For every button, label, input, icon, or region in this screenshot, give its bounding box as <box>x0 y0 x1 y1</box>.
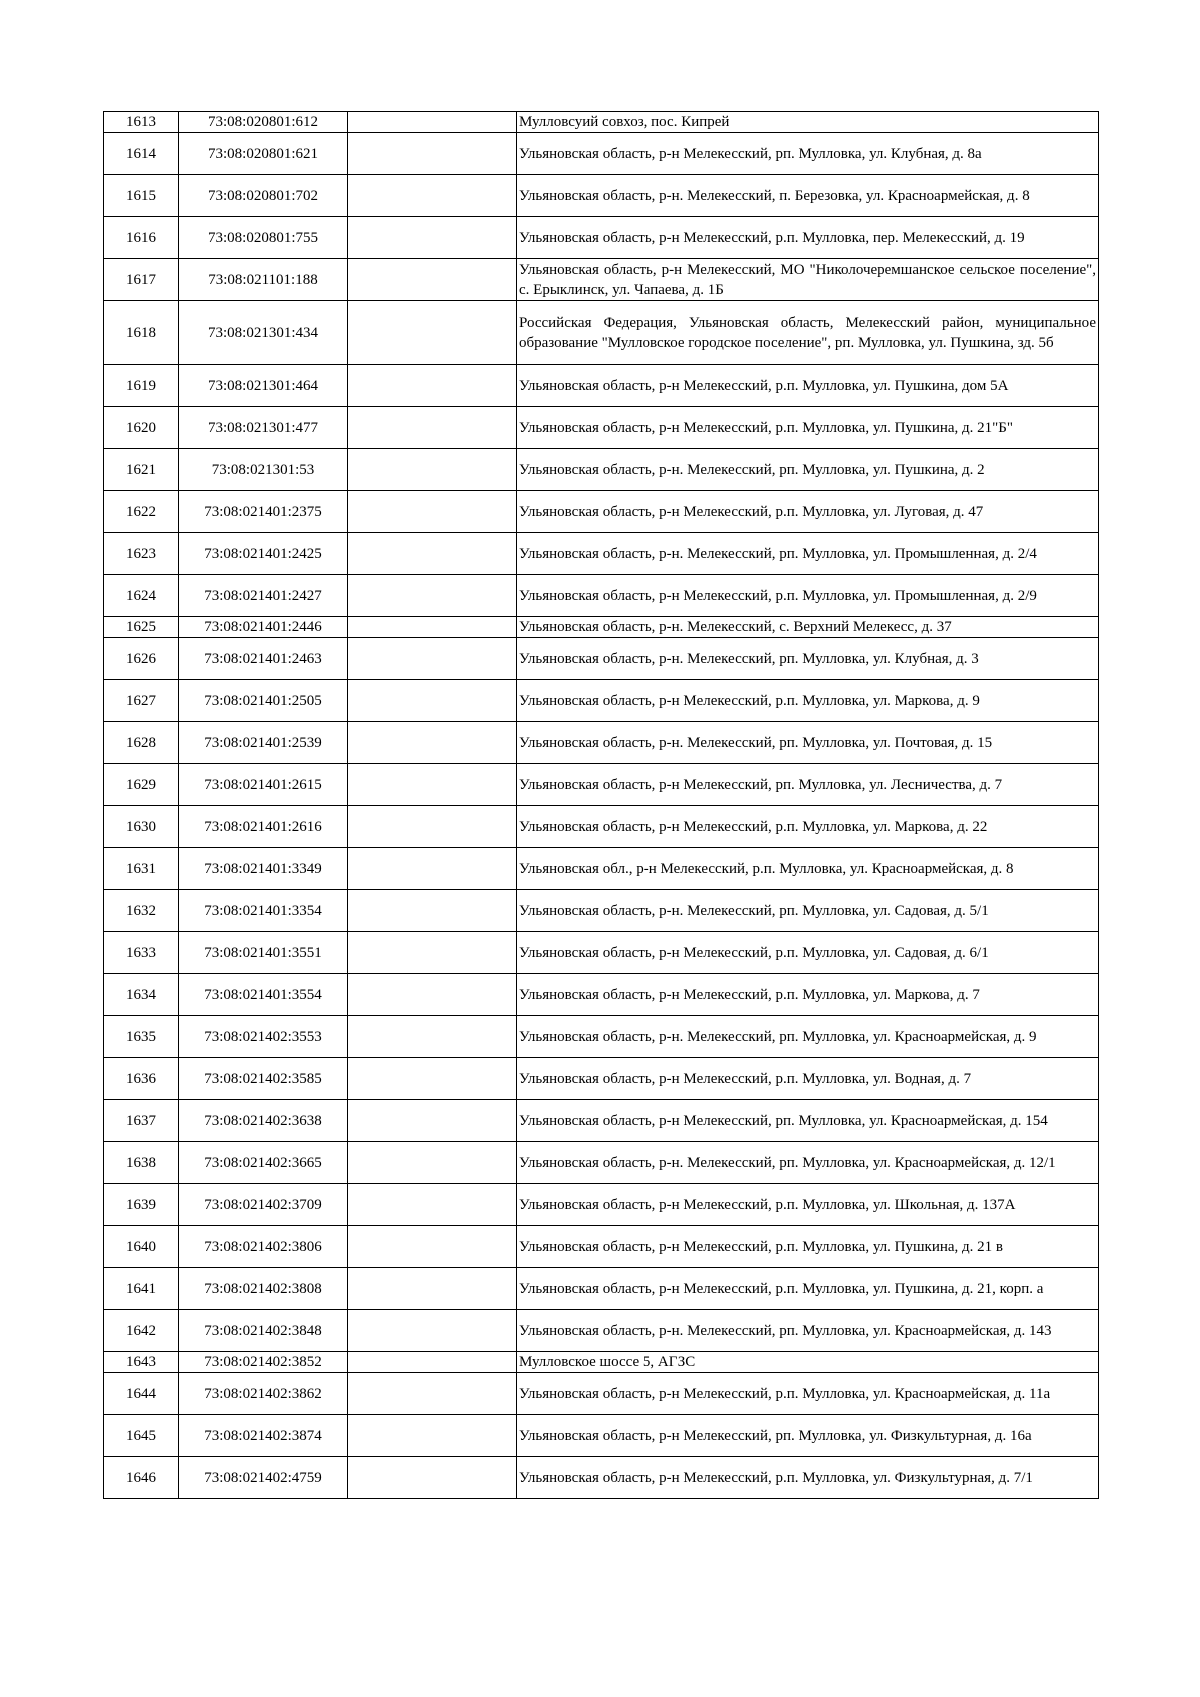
row-number-cell: 1613 <box>104 112 179 133</box>
empty-cell <box>348 259 517 301</box>
empty-cell <box>348 848 517 890</box>
row-number-cell: 1617 <box>104 259 179 301</box>
address-cell: Ульяновская область, р-н Мелекесский, р.п. Мулловка, ул. Луговая, д. 47 <box>517 491 1099 533</box>
empty-cell <box>348 1310 517 1352</box>
address-cell: Ульяновская область, р-н Мелекесский, рп. Мулловка, ул. Лесничества, д. 7 <box>517 764 1099 806</box>
table-row <box>104 638 1099 680</box>
cadastral-number-cell: 73:08:021402:3553 <box>179 1016 348 1058</box>
table-row <box>104 1058 1099 1100</box>
empty-cell <box>348 764 517 806</box>
row-number-cell: 1637 <box>104 1100 179 1142</box>
cadastral-number-cell: 73:08:021301:464 <box>179 365 348 407</box>
address-cell: Ульяновская область, р-н Мелекесский, р.п. Мулловка, ул. Пушкина, д. 21"Б" <box>517 407 1099 449</box>
row-number-cell: 1614 <box>104 133 179 175</box>
address-cell: Ульяновская область, р-н Мелекесский, р.п. Мулловка, ул. Маркова, д. 9 <box>517 680 1099 722</box>
cadastral-number-cell: 73:08:021401:3554 <box>179 974 348 1016</box>
table-row <box>104 932 1099 974</box>
address-cell: Ульяновская область, р-н Мелекесский, р.п. Мулловка, ул. Пушкина, д. 21, корп. а <box>517 1268 1099 1310</box>
address-cell: Ульяновская область, р-н. Мелекесский, п. Березовка, ул. Красноармейская, д. 8 <box>517 175 1099 217</box>
row-number-cell: 1642 <box>104 1310 179 1352</box>
address-cell: Ульяновская область, р-н Мелекесский, рп. Мулловка, ул. Физкультурная, д. 16а <box>517 1415 1099 1457</box>
address-cell: Мулловское шоссе 5, АГЗС <box>517 1352 1099 1373</box>
table-row <box>104 365 1099 407</box>
row-number-cell: 1644 <box>104 1373 179 1415</box>
table-row <box>104 1100 1099 1142</box>
row-number-cell: 1627 <box>104 680 179 722</box>
address-cell: Ульяновская область, р-н. Мелекесский, рп. Мулловка, ул. Клубная, д. 3 <box>517 638 1099 680</box>
address-cell: Ульяновская область, р-н Мелекесский, МО "Николочеремшанское сельское поселение", с. Ерыклинск, ул. Чапаева, д. 1Б <box>517 259 1099 301</box>
empty-cell <box>348 1373 517 1415</box>
table-row <box>104 890 1099 932</box>
address-cell: Ульяновская область, р-н. Мелекесский, рп. Мулловка, ул. Промышленная, д. 2/4 <box>517 533 1099 575</box>
table-row <box>104 301 1099 365</box>
row-number-cell: 1634 <box>104 974 179 1016</box>
cadastral-number-cell: 73:08:021402:3874 <box>179 1415 348 1457</box>
empty-cell <box>348 301 517 365</box>
table-row <box>104 1226 1099 1268</box>
empty-cell <box>348 1142 517 1184</box>
address-cell: Ульяновская область, р-н. Мелекесский, рп. Мулловка, ул. Красноармейская, д. 9 <box>517 1016 1099 1058</box>
cadastral-number-cell: 73:08:021402:4759 <box>179 1457 348 1499</box>
empty-cell <box>348 575 517 617</box>
empty-cell <box>348 806 517 848</box>
cadastral-registry-table <box>103 111 1099 1499</box>
cadastral-number-cell: 73:08:021402:3848 <box>179 1310 348 1352</box>
address-cell: Ульяновская область, р-н Мелекесский, р.п. Мулловка, ул. Школьная, д. 137А <box>517 1184 1099 1226</box>
table-row <box>104 1310 1099 1352</box>
cadastral-number-cell: 73:08:021301:477 <box>179 407 348 449</box>
row-number-cell: 1633 <box>104 932 179 974</box>
address-cell: Ульяновская область, р-н. Мелекесский, рп. Мулловка, ул. Почтовая, д. 15 <box>517 722 1099 764</box>
address-cell: Ульяновская область, р-н Мелекесский, р.п. Мулловка, ул. Пушкина, дом 5А <box>517 365 1099 407</box>
row-number-cell: 1632 <box>104 890 179 932</box>
table-row <box>104 1415 1099 1457</box>
row-number-cell: 1620 <box>104 407 179 449</box>
table-row <box>104 617 1099 638</box>
empty-cell <box>348 1226 517 1268</box>
row-number-cell: 1619 <box>104 365 179 407</box>
address-cell: Ульяновская область, р-н Мелекесский, р.п. Мулловка, пер. Мелекесский, д. 19 <box>517 217 1099 259</box>
address-cell: Ульяновская область, р-н. Мелекесский, рп. Мулловка, ул. Красноармейская, д. 143 <box>517 1310 1099 1352</box>
cadastral-number-cell: 73:08:021401:2505 <box>179 680 348 722</box>
address-cell: Российская Федерация, Ульяновская область, Мелекесский район, муниципальное образование "Мулловское городское поселение", рп. Мулловка, ул. Пушкина, зд. 5б <box>517 301 1099 365</box>
empty-cell <box>348 217 517 259</box>
cadastral-number-cell: 73:08:021402:3638 <box>179 1100 348 1142</box>
table-row <box>104 848 1099 890</box>
table-row <box>104 491 1099 533</box>
address-cell: Ульяновская область, р-н Мелекесский, р.п. Мулловка, ул. Красноармейская, д. 11а <box>517 1373 1099 1415</box>
empty-cell <box>348 680 517 722</box>
table-row <box>104 1142 1099 1184</box>
row-number-cell: 1645 <box>104 1415 179 1457</box>
cadastral-number-cell: 73:08:021401:3551 <box>179 932 348 974</box>
empty-cell <box>348 533 517 575</box>
table-row <box>104 112 1099 133</box>
empty-cell <box>348 638 517 680</box>
address-cell: Ульяновская область, р-н Мелекесский, р.п. Мулловка, ул. Пушкина, д. 21 в <box>517 1226 1099 1268</box>
empty-cell <box>348 1016 517 1058</box>
cadastral-number-cell: 73:08:021402:3852 <box>179 1352 348 1373</box>
address-cell: Ульяновская область, р-н Мелекесский, р.п. Мулловка, ул. Водная, д. 7 <box>517 1058 1099 1100</box>
address-cell: Ульяновская область, р-н Мелекесский, р.п. Мулловка, ул. Промышленная, д. 2/9 <box>517 575 1099 617</box>
cadastral-number-cell: 73:08:021401:2425 <box>179 533 348 575</box>
empty-cell <box>348 1268 517 1310</box>
cadastral-number-cell: 73:08:021101:188 <box>179 259 348 301</box>
cadastral-number-cell: 73:08:020801:612 <box>179 112 348 133</box>
cadastral-number-cell: 73:08:021402:3665 <box>179 1142 348 1184</box>
table-row <box>104 764 1099 806</box>
row-number-cell: 1621 <box>104 449 179 491</box>
empty-cell <box>348 449 517 491</box>
cadastral-number-cell: 73:08:021401:2463 <box>179 638 348 680</box>
table-row <box>104 1016 1099 1058</box>
table-row <box>104 1352 1099 1373</box>
row-number-cell: 1646 <box>104 1457 179 1499</box>
table-row <box>104 217 1099 259</box>
row-number-cell: 1643 <box>104 1352 179 1373</box>
empty-cell <box>348 175 517 217</box>
row-number-cell: 1640 <box>104 1226 179 1268</box>
cadastral-number-cell: 73:08:021402:3806 <box>179 1226 348 1268</box>
cadastral-number-cell: 73:08:021401:2375 <box>179 491 348 533</box>
empty-cell <box>348 890 517 932</box>
cadastral-number-cell: 73:08:021402:3709 <box>179 1184 348 1226</box>
empty-cell <box>348 1457 517 1499</box>
empty-cell <box>348 133 517 175</box>
empty-cell <box>348 1352 517 1373</box>
cadastral-number-cell: 73:08:021402:3585 <box>179 1058 348 1100</box>
cadastral-number-cell: 73:08:020801:621 <box>179 133 348 175</box>
cadastral-number-cell: 73:08:021401:2615 <box>179 764 348 806</box>
cadastral-number-cell: 73:08:020801:702 <box>179 175 348 217</box>
cadastral-number-cell: 73:08:021401:3354 <box>179 890 348 932</box>
row-number-cell: 1631 <box>104 848 179 890</box>
table-row <box>104 575 1099 617</box>
row-number-cell: 1630 <box>104 806 179 848</box>
address-cell: Ульяновская область, р-н Мелекесский, р.п. Мулловка, ул. Маркова, д. 7 <box>517 974 1099 1016</box>
row-number-cell: 1623 <box>104 533 179 575</box>
table-row <box>104 806 1099 848</box>
row-number-cell: 1616 <box>104 217 179 259</box>
cadastral-number-cell: 73:08:020801:755 <box>179 217 348 259</box>
address-cell: Ульяновская область, р-н Мелекесский, р.п. Мулловка, ул. Физкультурная, д. 7/1 <box>517 1457 1099 1499</box>
table-row <box>104 407 1099 449</box>
empty-cell <box>348 974 517 1016</box>
cadastral-number-cell: 73:08:021401:3349 <box>179 848 348 890</box>
empty-cell <box>348 1415 517 1457</box>
table-row <box>104 974 1099 1016</box>
empty-cell <box>348 617 517 638</box>
empty-cell <box>348 1100 517 1142</box>
address-cell: Ульяновская обл., р-н Мелекесский, р.п. Мулловка, ул. Красноармейская, д. 8 <box>517 848 1099 890</box>
row-number-cell: 1641 <box>104 1268 179 1310</box>
cadastral-number-cell: 73:08:021301:53 <box>179 449 348 491</box>
cadastral-number-cell: 73:08:021402:3808 <box>179 1268 348 1310</box>
row-number-cell: 1618 <box>104 301 179 365</box>
row-number-cell: 1638 <box>104 1142 179 1184</box>
empty-cell <box>348 407 517 449</box>
row-number-cell: 1626 <box>104 638 179 680</box>
address-cell: Ульяновская область, р-н Мелекесский, рп. Мулловка, ул. Красноармейская, д. 154 <box>517 1100 1099 1142</box>
empty-cell <box>348 1184 517 1226</box>
cadastral-number-cell: 73:08:021401:2427 <box>179 575 348 617</box>
address-cell: Ульяновская область, р-н Мелекесский, р.п. Мулловка, ул. Садовая, д. 6/1 <box>517 932 1099 974</box>
row-number-cell: 1639 <box>104 1184 179 1226</box>
address-cell: Ульяновская область, р-н. Мелекесский, с. Верхний Мелекесс, д. 37 <box>517 617 1099 638</box>
address-cell: Ульяновская область, р-н Мелекесский, р.п. Мулловка, ул. Маркова, д. 22 <box>517 806 1099 848</box>
row-number-cell: 1629 <box>104 764 179 806</box>
row-number-cell: 1624 <box>104 575 179 617</box>
registry-table-body <box>104 112 1099 1499</box>
empty-cell <box>348 365 517 407</box>
row-number-cell: 1636 <box>104 1058 179 1100</box>
row-number-cell: 1635 <box>104 1016 179 1058</box>
cadastral-number-cell: 73:08:021301:434 <box>179 301 348 365</box>
table-row <box>104 1184 1099 1226</box>
table-row <box>104 533 1099 575</box>
table-row <box>104 1268 1099 1310</box>
cadastral-number-cell: 73:08:021401:2539 <box>179 722 348 764</box>
cadastral-number-cell: 73:08:021401:2616 <box>179 806 348 848</box>
row-number-cell: 1625 <box>104 617 179 638</box>
empty-cell <box>348 112 517 133</box>
row-number-cell: 1615 <box>104 175 179 217</box>
table-row <box>104 1373 1099 1415</box>
table-row <box>104 259 1099 301</box>
cadastral-number-cell: 73:08:021402:3862 <box>179 1373 348 1415</box>
address-cell: Ульяновская область, р-н. Мелекесский, рп. Мулловка, ул. Садовая, д. 5/1 <box>517 890 1099 932</box>
row-number-cell: 1628 <box>104 722 179 764</box>
table-row <box>104 722 1099 764</box>
table-row <box>104 133 1099 175</box>
table-row <box>104 175 1099 217</box>
empty-cell <box>348 722 517 764</box>
address-cell: Ульяновская область, р-н Мелекесский, рп. Мулловка, ул. Клубная, д. 8а <box>517 133 1099 175</box>
table-row <box>104 1457 1099 1499</box>
table-row <box>104 680 1099 722</box>
empty-cell <box>348 1058 517 1100</box>
row-number-cell: 1622 <box>104 491 179 533</box>
cadastral-number-cell: 73:08:021401:2446 <box>179 617 348 638</box>
address-cell: Ульяновская область, р-н. Мелекесский, рп. Мулловка, ул. Пушкина, д. 2 <box>517 449 1099 491</box>
table-row <box>104 449 1099 491</box>
address-cell: Ульяновская область, р-н. Мелекесский, рп. Мулловка, ул. Красноармейская, д. 12/1 <box>517 1142 1099 1184</box>
empty-cell <box>348 932 517 974</box>
address-cell: Мулловсуий совхоз, пос. Кипрей <box>517 112 1099 133</box>
empty-cell <box>348 491 517 533</box>
